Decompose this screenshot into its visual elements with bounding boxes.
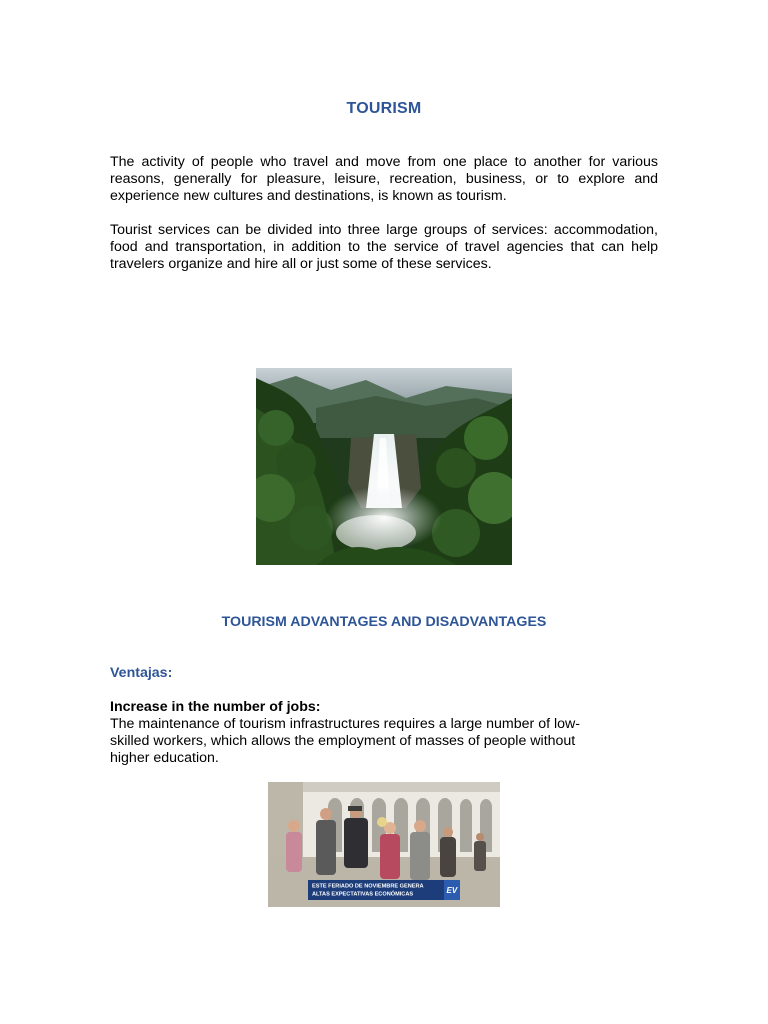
intro-paragraph: The activity of people who travel and move from one place to another for various reasons, generally for pleasure, leisure, recreation, business, or to explore and experience new cultures and destinations, is known as tourism.	[110, 154, 658, 204]
advantage-line: skilled workers, which allows the employment of masses of people without	[110, 733, 576, 749]
advantage-line: higher education.	[110, 750, 219, 766]
advantage-line: The maintenance of tourism infrastructures requires a large number of low-	[110, 716, 580, 732]
caption-line-1: ESTE FERIADO DE NOVIEMBRE GENERA	[312, 883, 424, 890]
waterfall-photo	[256, 368, 512, 565]
caption-line-2: ALTAS EXPECTATIVAS ECONÓMICAS	[312, 891, 414, 898]
services-paragraph: Tourist services can be divided into three large groups of services: accommodation, food and transportation, in addition to the service of travel agencies that can help travelers organize and hire all or just some of these services.	[110, 222, 658, 272]
section-title: TOURISM ADVANTAGES AND DISADVANTAGES	[221, 614, 547, 630]
advantage-paragraph	[110, 716, 640, 767]
news-logo: EV	[446, 886, 458, 895]
tourists-photo	[268, 782, 500, 907]
subsection-title: Ventajas:	[110, 665, 173, 681]
advantage-heading: Increase in the number of jobs:	[110, 699, 321, 715]
page-title: TOURISM	[346, 100, 422, 117]
